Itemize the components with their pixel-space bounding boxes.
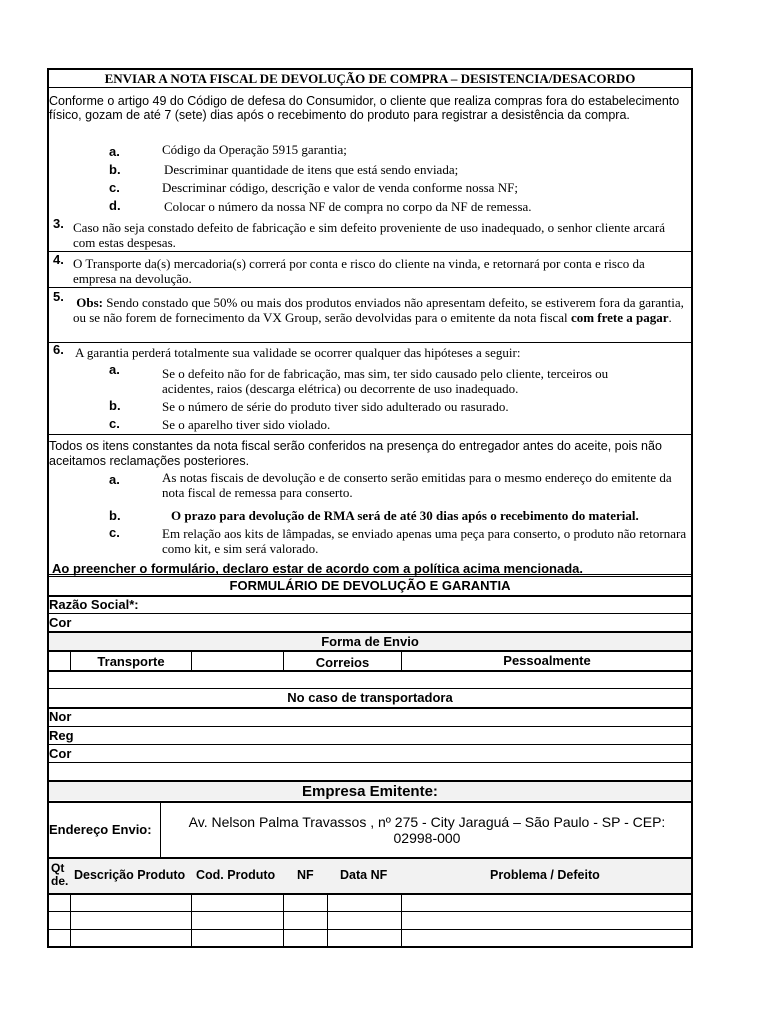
reg-label[interactable]: Reg <box>49 728 74 743</box>
document-sheet <box>47 68 693 948</box>
item-6c-label: c. <box>109 416 120 431</box>
item-6a-text: Se o defeito não for de fabricação, mas sim, ter sido causado pelo cliente, terceiros ou acidentes, raios (descarga elétrica) ou decorrente de uso inadequado. <box>162 366 609 396</box>
correios-checkbox[interactable] <box>192 652 282 670</box>
item-6a-label: a. <box>109 362 120 377</box>
cor-label-2[interactable]: Cor <box>49 746 72 761</box>
intro-text: Conforme o artigo 49 do Código de defesa do Consumidor, o cliente que realiza compras fora do estabelecimento físico, gozam de até 7 (sete) dias após o recebimento do produto para registrar a desistência da compra. <box>49 94 680 122</box>
col-descricao: Descrição Produto <box>74 868 186 882</box>
pessoalmente-option[interactable]: Pessoalmente <box>503 653 591 668</box>
item-6-text: A garantia perderá totalmente sua validade se ocorrer qualquer das hipóteses a seguir: <box>75 345 521 360</box>
transportadora-title: No caso de transportadora <box>287 690 453 705</box>
col-cod-produto: Cod. Produto <box>196 868 276 882</box>
item-c-label: c. <box>109 180 120 195</box>
obs-end: . <box>668 310 672 325</box>
nor-label[interactable]: Nor <box>49 709 72 724</box>
item-6b-label: b. <box>109 398 121 413</box>
col-qtde: Qt de. <box>51 861 69 888</box>
col-data-nf: Data NF <box>340 868 388 882</box>
item-4-number: 4. <box>53 252 64 267</box>
conf-a-label: a. <box>109 472 120 487</box>
page-title: ENVIAR A NOTA FISCAL DE DEVOLUÇÃO DE COMPRA – DESISTENCIA/DESACORDO <box>104 71 636 86</box>
empresa-emitente-text: Empresa Emitente: <box>302 783 438 800</box>
obs-bold-tail: com frete a pagar <box>570 310 669 325</box>
item-a-text: Código da Operação 5915 garantia; <box>162 142 347 157</box>
obs-text: Sendo constado que 50% ou mais dos produtos enviados não apresentam defeito, se estiverem fora da garantia, ou se não forem de fornecimento da VX Group, serão devolvidas para o emitente da nota fiscal <box>73 295 684 325</box>
col-nf: NF <box>297 868 314 882</box>
transporte-checkbox[interactable] <box>48 652 69 670</box>
item-5-text <box>73 295 690 325</box>
item-b-label: b. <box>109 162 121 177</box>
cor-label-1[interactable]: Cor <box>49 615 72 630</box>
transporte-option[interactable]: Transporte <box>97 654 165 669</box>
declaracao-text: Ao preencher o formulário, declaro estar de acordo com a política acima mencionada. <box>52 561 583 576</box>
item-3-number: 3. <box>53 216 64 231</box>
table-row[interactable] <box>49 895 691 911</box>
endereco-value: Av. Nelson Palma Travassos , nº 275 - City Jaraguá – São Paulo - SP - CEP: 02998-000 <box>188 814 666 846</box>
item-6c-text: Se o aparelho tiver sido violado. <box>162 417 331 432</box>
item-3-text: Caso não seja constado defeito de fabricação e sim defeito proveniente de uso inadequado, o senhor cliente arcará com estas despesas. <box>73 220 665 250</box>
conf-c-label: c. <box>109 525 120 540</box>
item-6b-text: Se o número de série do produto tiver sido adulterado ou rasurado. <box>162 399 509 414</box>
item-d-label: d. <box>109 198 121 213</box>
correios-option[interactable]: Correios <box>315 655 370 670</box>
item-5-number: 5. <box>53 289 64 304</box>
col-problema: Problema / Defeito <box>490 868 600 882</box>
item-a-label: a. <box>109 144 120 159</box>
conf-b-label: b. <box>109 508 121 523</box>
forma-envio-title: Forma de Envio <box>321 634 419 649</box>
item-4-text: O Transporte da(s) mercadoria(s) correrá por conta e risco do cliente na vinda, e retornará por conta e risco da empresa na devolução. <box>73 256 645 286</box>
conf-c-text: Em relação aos kits de lâmpadas, se enviado apenas uma peça para conserto, o produto não retornara como kit, e sim será valorado. <box>162 526 687 556</box>
table-row[interactable] <box>49 912 691 929</box>
obs-label: Obs: <box>76 295 103 310</box>
item-6-number: 6. <box>53 342 64 357</box>
empresa-emitente-title <box>47 783 693 800</box>
conf-b-text: O prazo para devolução de RMA será de até 30 dias após o recebimento do material. <box>171 508 639 523</box>
form-title: FORMULÁRIO DE DEVOLUÇÃO E GARANTIA <box>229 578 511 593</box>
item-b-text: Descriminar quantidade de itens que está sendo enviada; <box>164 162 459 177</box>
table-row[interactable] <box>49 930 691 947</box>
razao-social-label[interactable]: Razão Social*: <box>49 597 139 612</box>
endereco-label: Endereço Envio: <box>49 822 152 837</box>
item-c-text: Descriminar código, descrição e valor de venda conforme nossa NF; <box>162 180 518 195</box>
item-d-text: Colocar o número da nossa NF de compra no corpo da NF de remessa. <box>164 199 532 214</box>
conf-a-text: As notas fiscais de devolução e de conserto serão emitidas para o mesmo endereço do emitente da nota fiscal de remessa para conserto. <box>162 470 672 500</box>
conferencia-text: Todos os itens constantes da nota fiscal serão conferidos na presença do entregador antes do aceite, pois não aceitamos reclamações posteriores. <box>49 439 662 468</box>
